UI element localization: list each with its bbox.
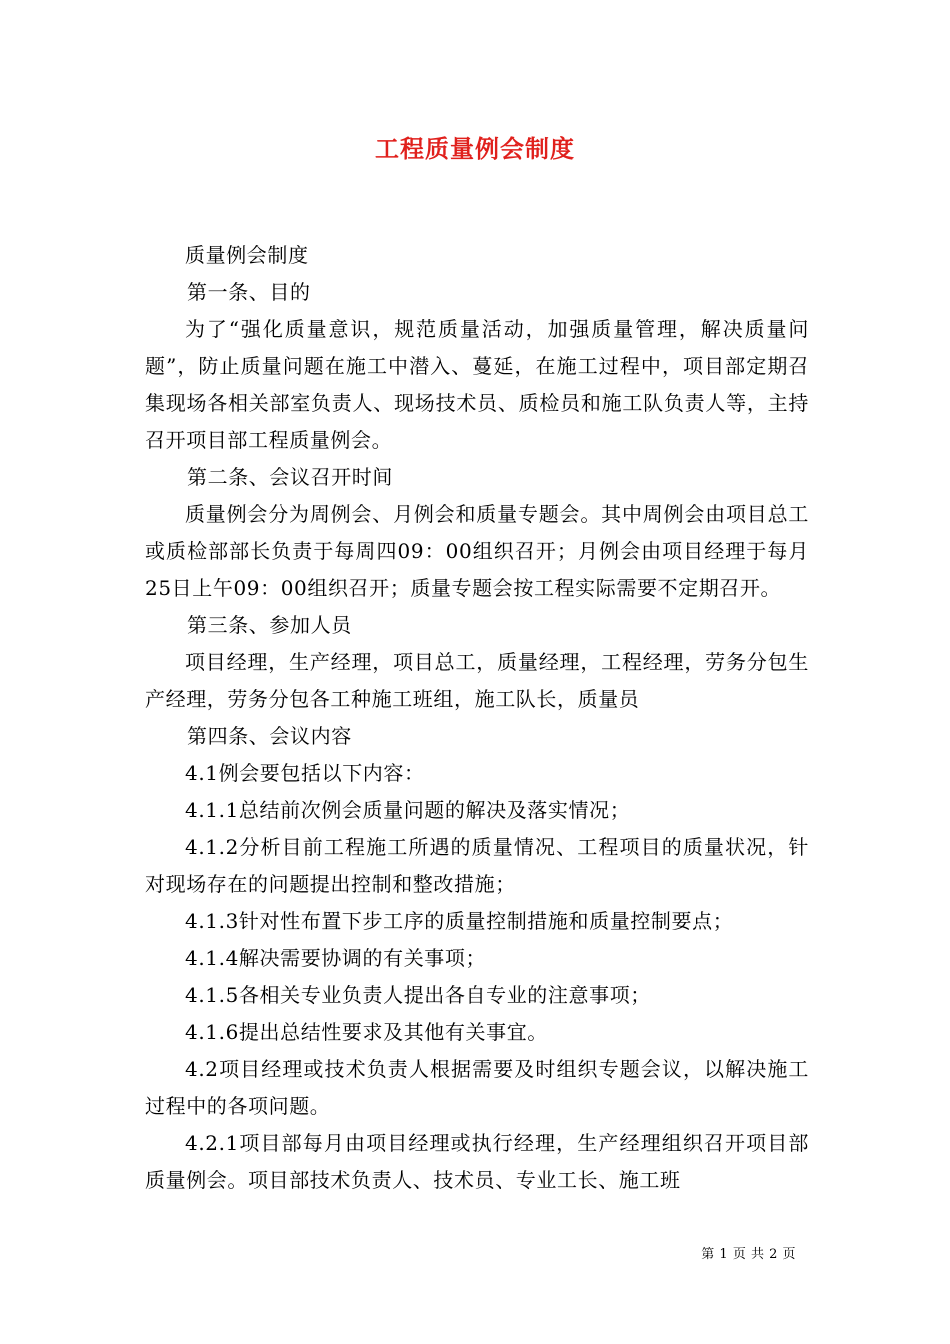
article-heading-1: 第一条、目的 xyxy=(187,280,311,304)
clause-4-1-4: 4.1.4解决需要协调的有关事项； xyxy=(185,946,487,970)
clause-4-1-2: 4.1.2分析目前工程施工所遇的质量情况、工程项目的质量状况，针对现场存在的问题提出控制和整改措施； xyxy=(145,835,809,896)
article-2-body: 质量例会分为周例会、月例会和质量专题会。其中周例会由项目总工或质检部部长负责于每周四09：00组织召开；月例会由项目经理于每月25日上午09：00组织召开；质量专题会按工程实际需要不定期召开。 xyxy=(145,502,809,600)
article-heading-2: 第二条、会议召开时间 xyxy=(187,465,393,489)
document-title: 工程质量例会制度 xyxy=(375,134,575,163)
clause-4-1-5: 4.1.5各相关专业负责人提出各自专业的注意事项； xyxy=(185,983,651,1007)
clause-4-2: 4.2项目经理或技术负责人根据需要及时组织专题会议，以解决施工过程中的各项问题。 xyxy=(145,1057,809,1118)
page-number-footer: 第 1 页 共 2 页 xyxy=(701,1247,796,1262)
clause-4-1: 4.1例会要包括以下内容： xyxy=(185,761,425,785)
article-1-body: 为了“强化质量意识，规范质量活动，加强质量管理，解决质量问题”，防止质量问题在施工中潜入、蔓延，在施工过程中，项目部定期召集现场各相关部室负责人、现场技术员、质检员和施工队负责人等，主持召开项目部工程质量例会。 xyxy=(145,317,809,452)
clause-4-1-3: 4.1.3针对性布置下步工序的质量控制措施和质量控制要点； xyxy=(185,909,734,933)
document-body xyxy=(145,237,809,1199)
article-3-body: 项目经理，生产经理，项目总工，质量经理，工程经理，劳务分包生产经理，劳务分包各工种施工班组，施工队长，质量员 xyxy=(145,650,809,711)
article-heading-4: 第四条、会议内容 xyxy=(187,724,352,748)
section-heading: 质量例会制度 xyxy=(185,243,309,267)
clause-4-2-1: 4.2.1项目部每月由项目经理或执行经理，生产经理组织召开项目部质量例会。项目部技术负责人、技术员、专业工长、施工班 xyxy=(145,1131,809,1192)
clause-4-1-1: 4.1.1总结前次例会质量问题的解决及落实情况； xyxy=(185,798,631,822)
article-heading-3: 第三条、参加人员 xyxy=(187,613,352,637)
clause-4-1-6: 4.1.6提出总结性要求及其他有关事宜。 xyxy=(185,1020,548,1044)
